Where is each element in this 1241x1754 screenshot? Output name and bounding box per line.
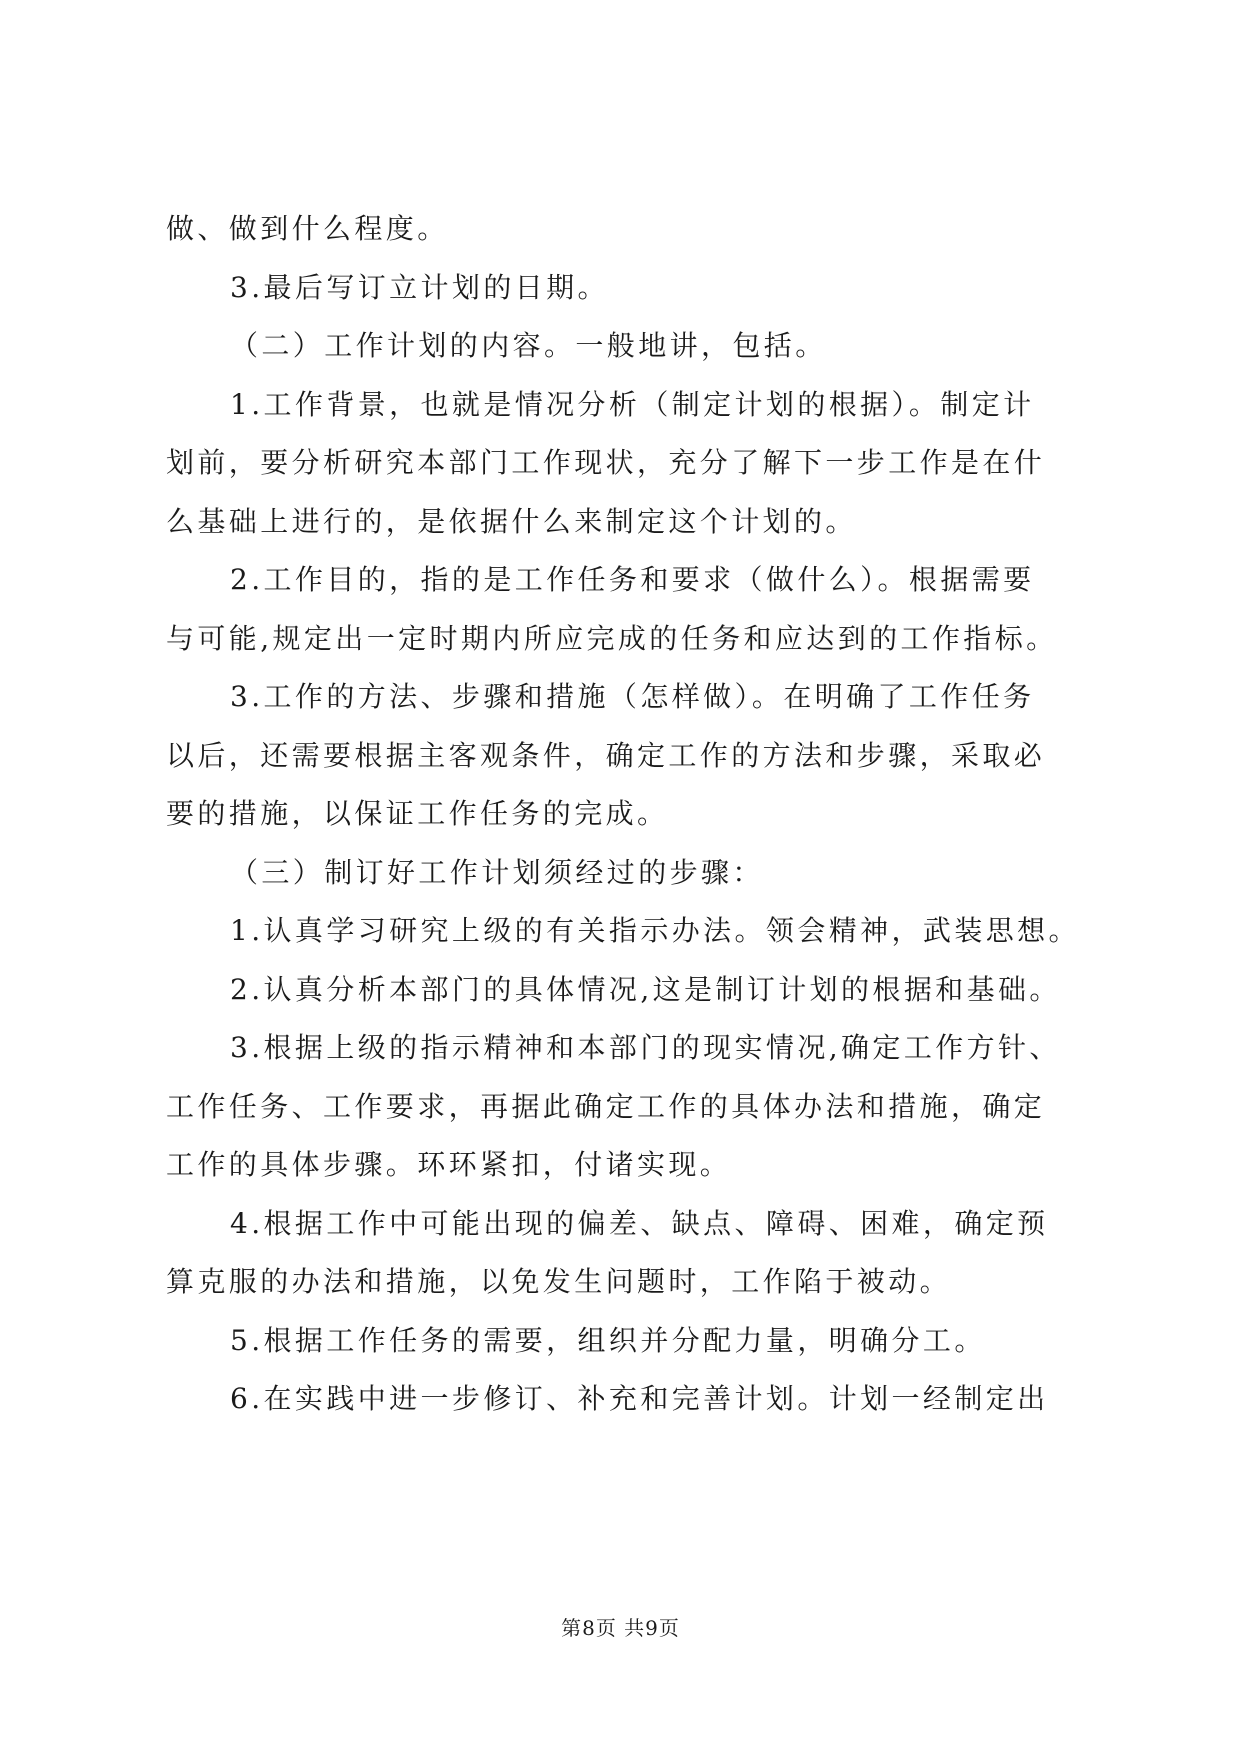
text-line: 做、做到什么程度。 (166, 212, 449, 245)
text-line: 么基础上进行的，是依据什么来制定这个计划的。 (166, 504, 857, 538)
text-line: 2.认真分析本部门的具体情况,这是制订计划的根据和基础。 (230, 972, 1061, 1006)
text-line: 3.工作的方法、步骤和措施（怎样做）。在明确了工作任务 (230, 680, 1035, 713)
text-line: 5.根据工作任务的需要，组织并分配力量，明确分工。 (230, 1323, 986, 1357)
text-line: 1.认真学习研究上级的有关指示办法。领会精神，武装思想。 (230, 914, 1080, 947)
text-line: 6.在实践中进一步修订、补充和完善计划。计划一经制定出 (230, 1382, 1049, 1415)
text-line: 要的措施，以保证工作任务的完成。 (166, 797, 669, 830)
text-line: 算克服的办法和措施，以免发生问题时，工作陷于被动。 (166, 1265, 952, 1298)
text-line: 4.根据工作中可能出现的偏差、缺点、障碍、困难，确定预 (230, 1206, 1049, 1240)
text-line: 工作的具体步骤。环环紧扣，付诸实现。 (166, 1148, 732, 1181)
text-line: 3.根据上级的指示精神和本部门的现实情况,确定工作方针、 (230, 1031, 1061, 1064)
text-line: （三）制订好工作计划须经过的步骤： (230, 855, 764, 889)
document-body (166, 200, 1096, 1429)
text-line: 以后，还需要根据主客观条件，确定工作的方法和步骤，采取必 (166, 738, 1046, 772)
text-line: 工作任务、工作要求，再据此确定工作的具体办法和措施，确定 (166, 1089, 1046, 1123)
text-line: 划前，要分析研究本部门工作现状，充分了解下一步工作是在什 (166, 446, 1046, 479)
text-line: 1.工作背景，也就是情况分析（制定计划的根据）。制定计 (230, 387, 1035, 421)
text-line: 2.工作目的，指的是工作任务和要求（做什么）。根据需要 (230, 563, 1035, 596)
text-line: 与可能,规定出一定时期内所应完成的任务和应达到的工作指标。 (166, 621, 1058, 655)
text-line: 3.最后写订立计划的日期。 (230, 270, 609, 304)
page-footer: 第8页 共9页 (561, 1616, 680, 1640)
text-line: （二）工作计划的内容。一般地讲，包括。 (230, 329, 827, 362)
